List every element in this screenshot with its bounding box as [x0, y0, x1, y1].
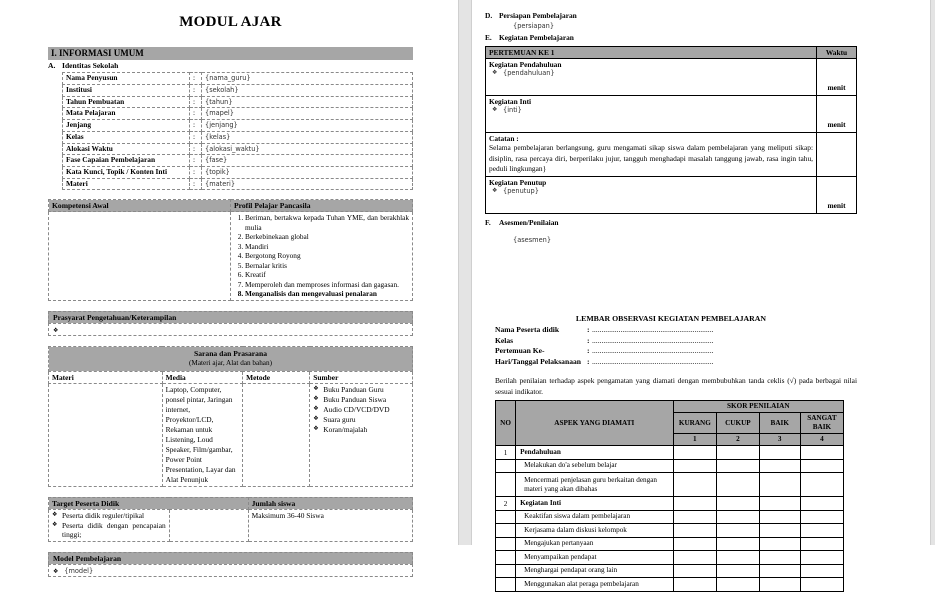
table-row	[49, 497, 413, 509]
subsection-kegiatan-pembelajaran	[485, 32, 857, 44]
row-no: 1	[496, 446, 516, 460]
kompetensi-awal-body	[49, 212, 231, 301]
column-header-materi: Materi	[49, 371, 163, 383]
row-aspek: Keaktifan siswa dalam pembelajaran	[516, 510, 673, 524]
subsection-marker-E: E.	[485, 32, 492, 42]
kegiatan-pembelajaran-table	[485, 46, 857, 214]
identity-value: {nama_guru}	[202, 73, 413, 85]
model-pembelajaran-header: Model Pembelajaran	[48, 552, 413, 564]
table-row	[496, 401, 844, 413]
identity-value: {materi}	[202, 178, 413, 190]
score-cell[interactable]	[717, 564, 759, 578]
score-cell[interactable]	[759, 459, 800, 473]
kegiatan-penutup-title: Kegiatan Penutup	[489, 178, 547, 188]
score-number-4: 4	[800, 434, 843, 446]
list-item: 7. Memperoleh dan memproses informasi dan gagasan.	[245, 280, 409, 289]
identity-value: {mapel}	[202, 108, 413, 120]
field-colon: :	[587, 357, 590, 367]
prasyarat-header: Prasyarat Pengetahuan/Keterampilan	[48, 311, 413, 323]
score-cell[interactable]	[673, 446, 717, 460]
table-row	[63, 84, 413, 96]
target-peserta-didik-table	[48, 497, 413, 543]
score-cell[interactable]	[759, 578, 800, 592]
row-no: 2	[496, 497, 516, 511]
target-items-cell	[49, 509, 170, 542]
identity-colon: :	[190, 73, 202, 85]
score-cell[interactable]	[800, 551, 843, 565]
prasyarat-body	[48, 323, 413, 336]
column-header-aspek: ASPEK YANG DIAMATI	[516, 401, 673, 446]
identity-value: {tahun}	[202, 96, 413, 108]
identity-label: Alokasi Waktu	[63, 143, 190, 155]
jumlah-siswa-cell: Maksimum 36-40 Siswa	[248, 509, 412, 542]
profil-pelajar-list	[234, 213, 409, 298]
list-item: ❖ {inti}	[489, 106, 813, 115]
row-aspek: Menggunakan alat peraga pembelajaran	[516, 578, 673, 592]
penutup-list	[489, 187, 813, 196]
identity-value: {kelas}	[202, 131, 413, 143]
table-row	[63, 120, 413, 132]
field-value: ................................................................	[592, 346, 714, 356]
sarana-metode-cell	[243, 383, 310, 486]
score-cell[interactable]	[800, 446, 843, 460]
identity-label: Fase Capaian Pembelajaran	[63, 155, 190, 167]
page-right-content	[485, 0, 857, 592]
penutup-waktu: menit	[817, 177, 857, 214]
subsection-marker-D: D.	[485, 11, 493, 20]
table-row	[496, 524, 844, 538]
field-label: Kelas	[495, 335, 514, 345]
sarana-sumber-cell	[310, 383, 413, 486]
catatan-waktu	[817, 132, 857, 176]
catatan-cell	[486, 132, 817, 176]
jumlah-siswa-header: Jumlah siswa	[248, 497, 412, 509]
column-header-sumber: Sumber	[310, 371, 413, 383]
inti-list	[489, 106, 813, 115]
table-row	[496, 578, 844, 592]
score-cell[interactable]	[800, 473, 843, 497]
score-cell[interactable]	[800, 537, 843, 551]
sarana-prasarana-table	[48, 346, 413, 486]
right-page-edge	[930, 0, 935, 545]
catatan-body: Selama pembelajaran berlangsung, guru mengamati sikap siswa dalam pembelajaran yang meliputi sikap: disiplin, rasa percaya diri, berperilaku jujur, tangguh menghadapi masalah tanggung jawab, rasa ingin tahu, peduli lingkungan}	[489, 142, 813, 174]
field-label: Nama Peserta didik	[495, 324, 560, 334]
score-cell[interactable]	[717, 524, 759, 538]
table-row	[49, 200, 413, 212]
table-row	[485, 325, 714, 336]
row-no	[496, 551, 516, 565]
list-item: ❖ {penutup}	[489, 187, 813, 196]
score-cell[interactable]	[800, 459, 843, 473]
row-no	[496, 510, 516, 524]
score-cell[interactable]	[673, 473, 717, 497]
waktu-header: Waktu	[817, 46, 857, 58]
row-no	[496, 459, 516, 473]
identity-colon: :	[190, 178, 202, 190]
page-gap-divider	[458, 0, 472, 545]
score-cell[interactable]	[759, 446, 800, 460]
identity-colon: :	[190, 143, 202, 155]
table-row	[486, 177, 857, 214]
score-number-1: 1	[673, 434, 717, 446]
list-item: ❖ Peserta didik reguler/tipikal	[52, 511, 166, 521]
table-row	[496, 537, 844, 551]
score-cell[interactable]	[673, 551, 717, 565]
sarana-header: Sarana dan Prasarana	[194, 349, 267, 359]
score-number-3: 3	[759, 434, 800, 446]
field-colon: :	[587, 324, 590, 334]
pendahuluan-list	[489, 69, 813, 78]
score-cell[interactable]	[673, 564, 717, 578]
model-pembelajaran-body	[48, 564, 413, 577]
row-aspek: Menghargai pendapat orang lain	[516, 564, 673, 578]
identity-label: Materi	[63, 178, 190, 190]
persiapan-placeholder: {persiapan}	[513, 21, 555, 30]
identity-colon: :	[190, 96, 202, 108]
field-value: ................................................................	[592, 335, 714, 345]
table-row	[63, 96, 413, 108]
target-list	[52, 511, 166, 541]
table-row	[49, 347, 413, 371]
identity-colon: :	[190, 120, 202, 132]
row-no	[496, 578, 516, 592]
row-no	[496, 473, 516, 497]
table-row	[486, 58, 857, 95]
identity-colon: :	[190, 108, 202, 120]
score-cell[interactable]	[759, 564, 800, 578]
profil-pelajar-header: Profil Pelajar Pancasila	[231, 200, 413, 212]
table-row	[486, 46, 857, 58]
list-item: ❖ Buku Panduan Guru	[313, 385, 409, 395]
subsection-label-persiapan: Persiapan Pembelajaran	[499, 11, 577, 20]
list-item: 4. Bergotong Royong	[245, 251, 409, 260]
prasyarat-block	[48, 311, 413, 336]
table-row	[63, 155, 413, 167]
subsection-identitas-sekolah	[48, 60, 413, 72]
model-pembelajaran-value: {model}	[64, 567, 94, 576]
column-header-no: NO	[496, 401, 516, 446]
identity-label: Jenjang	[63, 120, 190, 132]
score-cell[interactable]	[717, 446, 759, 460]
score-cell[interactable]	[800, 510, 843, 524]
table-row	[496, 497, 844, 511]
field-colon: :	[587, 346, 590, 356]
row-aspek: Pendahuluan	[516, 446, 673, 460]
skor-penilaian-table	[495, 400, 844, 592]
row-aspek: Kerjasama dalam diskusi kelompok	[516, 524, 673, 538]
score-cell[interactable]	[800, 497, 843, 511]
identity-colon: :	[190, 131, 202, 143]
list-item: 1. Beriman, bertakwa kepada Tuhan YME, dan berakhlak mulia	[245, 213, 409, 232]
field-value: ................................................................	[592, 324, 714, 334]
table-row	[49, 212, 413, 301]
pertemuan-header: PERTEMUAN KE 1	[486, 46, 817, 58]
score-cell[interactable]	[759, 473, 800, 497]
subsection-marker-A: A.	[48, 61, 56, 71]
list-item: ❖ Suara guru	[313, 415, 409, 425]
identity-value: {fase}	[202, 155, 413, 167]
table-row	[49, 509, 413, 542]
table-row	[486, 132, 857, 176]
page-left-content	[48, 0, 413, 577]
score-cell[interactable]	[673, 524, 717, 538]
list-item: ❖ Audio CD/VCD/DVD	[313, 405, 409, 415]
field-colon: :	[587, 335, 590, 345]
kegiatan-inti-title: Kegiatan Inti	[489, 96, 532, 106]
table-row	[496, 510, 844, 524]
kegiatan-pendahuluan-cell	[486, 58, 817, 95]
table-row	[63, 108, 413, 120]
sarana-materi-cell	[49, 383, 163, 486]
row-no	[496, 537, 516, 551]
score-label-cukup: CUKUP	[717, 413, 759, 434]
list-item: 5. Bernalar kritis	[245, 261, 409, 270]
observasi-title: LEMBAR OBSERVASI KEGIATAN PEMBELAJARAN	[575, 313, 767, 323]
section-bar-informasi-umum: I. INFORMASI UMUM	[48, 47, 413, 60]
kegiatan-penutup-cell	[486, 177, 817, 214]
score-cell[interactable]	[717, 537, 759, 551]
score-label-sangat-baik: SANGAT BAIK	[800, 413, 843, 434]
page-right	[472, 0, 935, 588]
table-row	[485, 336, 714, 347]
table-row	[49, 371, 413, 383]
table-row	[63, 178, 413, 190]
column-header-skor: SKOR PENILAIAN	[673, 401, 843, 413]
score-cell[interactable]	[759, 497, 800, 511]
row-aspek: Menyampaikan pendapat	[516, 551, 673, 565]
score-cell[interactable]	[759, 551, 800, 565]
column-header-media: Media	[162, 371, 243, 383]
identity-label: Tahun Pembuatan	[63, 96, 190, 108]
identity-value: {alokasi_waktu}	[202, 143, 413, 155]
score-cell[interactable]	[673, 497, 717, 511]
table-row	[496, 459, 844, 473]
subsection-label-asesmen: Asesmen/Penilaian	[499, 218, 559, 228]
score-cell[interactable]	[717, 473, 759, 497]
list-item: 3. Mandiri	[245, 242, 409, 251]
table-row	[496, 446, 844, 460]
observasi-note: Berilah penilaian terhadap aspek pengamatan yang diamati dengan membubuhkan tanda ceklis (√) pada berbagai nilai sesuai indikator.	[495, 375, 857, 396]
row-no	[496, 524, 516, 538]
list-item: 6. Kreatif	[245, 270, 409, 279]
identity-label: Nama Penyusun	[63, 73, 190, 85]
list-item: ❖ Peserta didik dengan pencapaian tinggi;	[52, 521, 166, 541]
target-empty-cell	[169, 509, 248, 542]
table-row	[496, 564, 844, 578]
list-item: 8. Menganalisis dan mengevaluasi penalaran	[245, 289, 409, 298]
score-cell[interactable]	[717, 551, 759, 565]
subsection-asesmen	[485, 217, 857, 229]
kegiatan-inti-cell	[486, 95, 817, 132]
identity-label: Mata Pelajaran	[63, 108, 190, 120]
kompetensi-profil-table	[48, 199, 413, 301]
identity-label: Kata Kunci, Topik / Konten Inti	[63, 166, 190, 178]
profil-pelajar-body	[231, 212, 413, 301]
score-cell[interactable]	[800, 564, 843, 578]
row-no	[496, 564, 516, 578]
table-row	[63, 131, 413, 143]
score-label-baik: BAIK	[759, 413, 800, 434]
score-cell[interactable]	[759, 537, 800, 551]
row-aspek: Mencermati penjelasan guru berkaitan dengan materi yang akan dibahas	[516, 473, 673, 497]
sumber-list	[313, 385, 409, 435]
subsection-marker-F: F.	[485, 218, 491, 228]
identity-value: {sekolah}	[202, 84, 413, 96]
score-label-kurang: KURANG	[673, 413, 717, 434]
sarana-subheader: (Materi ajar, Alat dan bahan)	[189, 359, 272, 368]
table-row	[496, 551, 844, 565]
identity-colon: :	[190, 155, 202, 167]
list-item: ❖ Buku Panduan Siswa	[313, 395, 409, 405]
asesmen-placeholder: {asesmen}	[513, 236, 552, 245]
observasi-fields-table	[485, 325, 714, 368]
identity-value: {jenjang}	[202, 120, 413, 132]
table-row	[63, 73, 413, 85]
table-row	[63, 143, 413, 155]
identity-colon: :	[190, 166, 202, 178]
score-cell[interactable]	[673, 459, 717, 473]
score-cell[interactable]	[717, 578, 759, 592]
field-value: ................................................................	[592, 357, 714, 367]
score-cell[interactable]	[717, 497, 759, 511]
column-header-metode: Metode	[243, 371, 310, 383]
identity-colon: :	[190, 84, 202, 96]
table-row	[49, 383, 413, 486]
score-number-2: 2	[717, 434, 759, 446]
subsection-persiapan-pembelajaran	[485, 10, 857, 22]
table-row	[486, 95, 857, 132]
score-cell[interactable]	[717, 459, 759, 473]
diamond-bullet-icon: ❖	[53, 569, 59, 576]
row-aspek: Mengajukan pertanyaan	[516, 537, 673, 551]
score-cell[interactable]	[759, 524, 800, 538]
inti-waktu: menit	[817, 95, 857, 132]
score-cell[interactable]	[800, 578, 843, 592]
table-row	[496, 473, 844, 497]
subsection-label-kegiatan: Kegiatan Pembelajaran	[499, 32, 574, 42]
page-left	[0, 0, 458, 576]
field-label: Pertemuan Ke-	[495, 346, 545, 356]
score-cell[interactable]	[673, 510, 717, 524]
identity-table	[62, 72, 413, 190]
field-label: Hari/Tanggal Pelaksanaan	[495, 357, 582, 367]
row-aspek: Melakukan do'a sebelum belajar	[516, 459, 673, 473]
row-aspek: Kegiatan Inti	[516, 497, 673, 511]
score-cell[interactable]	[673, 578, 717, 592]
list-item: ❖ {pendahuluan}	[489, 69, 813, 78]
pendahuluan-waktu: menit	[817, 58, 857, 95]
identity-label: Kelas	[63, 131, 190, 143]
score-cell[interactable]	[673, 537, 717, 551]
score-cell[interactable]	[759, 510, 800, 524]
target-header: Target Peserta Didik	[49, 497, 249, 509]
subsection-label-identitas: Identitas Sekolah	[62, 61, 119, 71]
list-item: ❖ Koran/majalah	[313, 425, 409, 435]
catatan-title: Catatan :	[489, 133, 519, 143]
sarana-media-cell: Laptop, Computer, ponsel pintar, Jaringan internet, Proyektor/LCD, Rekaman untuk Listening, Loud Speaker, Film/gambar, Power Point Presentation, Layar dan Alat Penunjuk	[162, 383, 243, 486]
sarana-header-cell	[49, 347, 413, 371]
kompetensi-awal-header: Kompetensi Awal	[49, 200, 231, 212]
list-item: 2. Berkebinekaan global	[245, 232, 409, 241]
table-row	[485, 346, 714, 357]
model-pembelajaran-block	[48, 552, 413, 577]
score-cell[interactable]	[800, 524, 843, 538]
table-row	[63, 166, 413, 178]
identity-value: {topik}	[202, 166, 413, 178]
identity-label: Institusi	[63, 84, 190, 96]
score-cell[interactable]	[717, 510, 759, 524]
diamond-bullet-icon: ❖	[53, 328, 59, 335]
table-row	[485, 357, 714, 368]
page-title: MODUL AJAR	[179, 14, 282, 30]
identity-table-body	[63, 73, 413, 190]
kegiatan-pendahuluan-title: Kegiatan Pendahuluan	[489, 59, 562, 69]
